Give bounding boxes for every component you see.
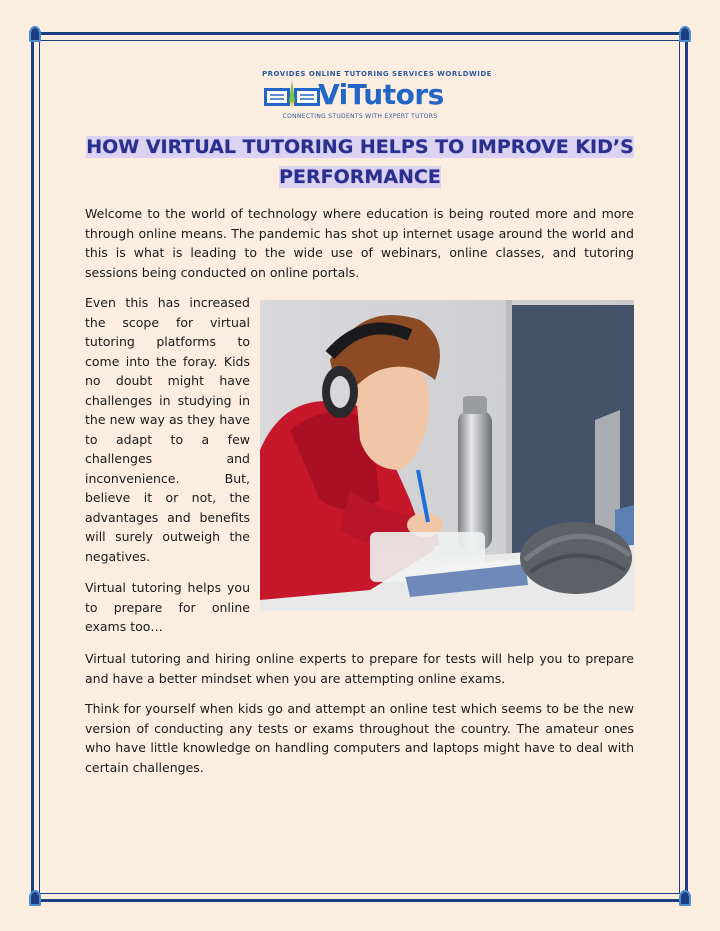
page-title-line-2: PERFORMANCE <box>279 166 441 188</box>
corner-ornament-icon <box>679 26 691 42</box>
logo-tagline-top: PROVIDES ONLINE TUTORING SERVICES WORLDWIDE <box>262 70 492 78</box>
side-paragraph-1: Even this has increased the scope for virtual tutoring platforms to come into the foray. Kids no doubt might have challenges in studying in the new way as they have to adapt to a few challenges and inconvenience. But, believe it or not, the advantages and benefits will surely outweigh the negatives. <box>85 295 250 564</box>
page-title <box>80 132 640 192</box>
book-pencil-icon <box>262 80 322 110</box>
logo-tagline-bottom: CONNECTING STUDENTS WITH EXPERT TUTORS <box>282 113 438 120</box>
student-headphones-photo <box>260 300 634 611</box>
corner-ornament-icon <box>29 26 41 42</box>
logo-wordmark: ViTutors <box>318 78 444 111</box>
corner-ornament-icon <box>679 890 691 906</box>
page-title-line-1: HOW VIRTUAL TUTORING HELPS TO IMPROVE KID’S <box>86 136 634 158</box>
corner-ornament-icon <box>29 890 41 906</box>
paragraph-4: Think for yourself when kids go and attempt an online test which seems to be the new version of conducting any tests or exams throughout the country. The amateur ones who have little knowledge on handling computers and laptops might have to deal with certain challenges. <box>85 701 634 775</box>
vitutors-logo <box>262 70 492 122</box>
intro-paragraph: Welcome to the world of technology where education is being routed more and more through online means. The pandemic has shot up internet usage around the world and this is what is leading to the wide use of webinars, online classes, and tutoring sessions being conducted on online portals. <box>85 206 634 280</box>
paragraph-3: Virtual tutoring and hiring online experts to prepare for tests will help you to prepare and have a better mindset when you are attempting online exams. <box>85 651 634 686</box>
side-paragraph-2: Virtual tutoring helps you to prepare for online exams too… <box>85 580 250 634</box>
